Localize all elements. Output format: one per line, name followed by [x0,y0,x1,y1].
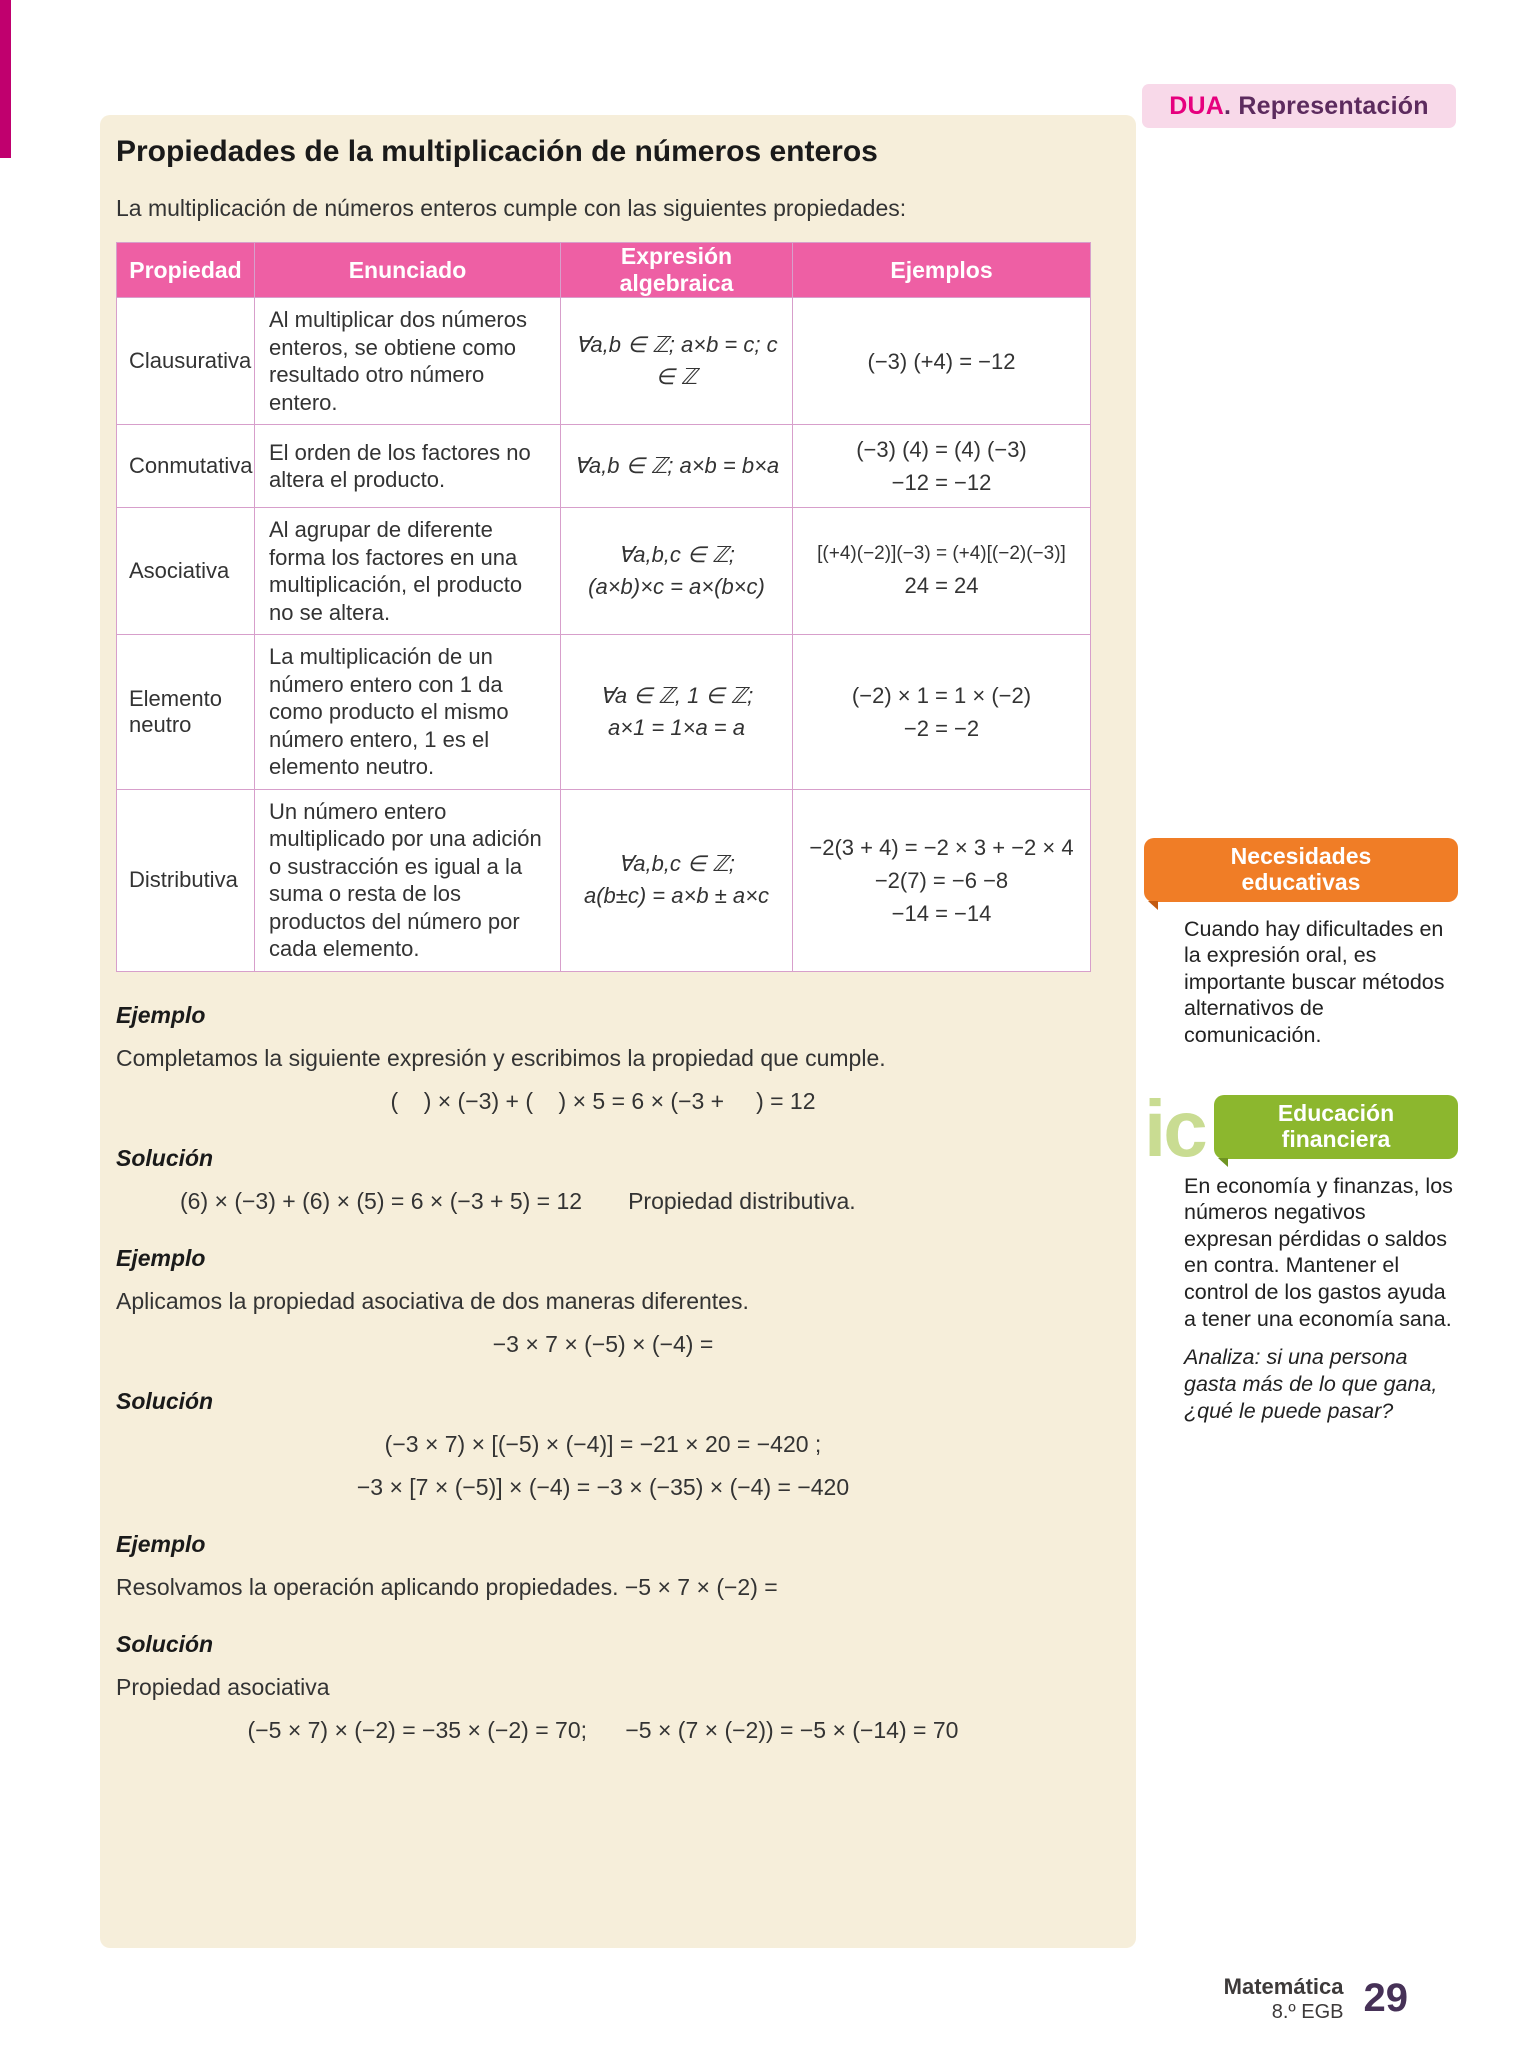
example-prompt: Completamos la siguiente expresión y escribimos la propiedad que cumple. [116,1044,886,1071]
footer-text [1224,1974,1344,2024]
intro-text: La multiplicación de números enteros cumple con las siguientes propiedades: [116,195,907,221]
callout-educacion-financiera [1144,1084,1458,1424]
left-accent-bar [0,0,11,158]
callout-header [1214,1095,1458,1159]
table-row [117,298,1091,425]
math-line: −12 = −12 [891,470,992,495]
cell-ejemplos [793,508,1091,635]
page-number: 29 [1363,1976,1408,2021]
table-row [117,635,1091,790]
solution-line: (−5 × 7) × (−2) = −35 × (−2) = 70; −5 × (7 × (−2)) = −5 × (−14) = 70 [247,1716,959,1743]
example-3 [116,1531,1090,1744]
dua-label: DUA [1169,91,1225,120]
ejemplo-label: Ejemplo [116,1001,206,1028]
cell-propiedad: Conmutativa [117,425,255,508]
ribbon-fold [1148,901,1158,910]
callout-title-line: Educación [1277,1100,1395,1126]
math-line: −2 = −2 [903,715,980,741]
content-panel [100,115,1136,1948]
cell-enunciado: Al agrupar de diferente forma los factores en una multiplicación, el producto no se altera. [255,508,561,635]
cell-enunciado: Al multiplicar dos números enteros, se obtiene como resultado otro número entero. [255,298,561,425]
callout-necesidades-educativas [1144,838,1458,1049]
page-footer [1224,1974,1408,2024]
math-line: ∀a,b,c ∈ ℤ; [618,851,735,877]
footer-subject: Matemática [1223,1973,1344,1999]
math-line: ∀a ∈ ℤ, 1 ∈ ℤ; [599,682,754,708]
solucion-label: Solución [116,1387,214,1414]
math-line: ∀a,b ∈ ℤ; a×b = b×a [573,453,780,479]
solucion-label: Solución [116,1630,214,1657]
table-row [117,508,1091,635]
ejemplo-label: Ejemplo [116,1530,206,1557]
solucion-label: Solución [116,1144,214,1171]
solution-line: (−3 × 7) × [(−5) × (−4)] = −21 × 20 = −420 ; [384,1430,822,1457]
cell-propiedad: Clausurativa [117,298,255,425]
cell-ejemplos [793,298,1091,425]
math-line: ∀a,b,c ∈ ℤ; [618,542,735,568]
solution-note: Propiedad distributiva. [628,1187,856,1214]
col-header-propiedad: Propiedad [117,243,255,298]
table-header-row [117,243,1091,298]
math-line: (−3) (4) = (4) (−3) [856,437,1027,462]
col-header-expresion: Expresión algebraica [561,243,793,298]
col-header-enunciado: Enunciado [255,243,561,298]
cell-propiedad: Distributiva [117,789,255,971]
callout-title-line: Necesidades [1230,843,1372,869]
solution-note: Propiedad asociativa [116,1673,330,1700]
table-row [117,789,1091,971]
page-title: Propiedades de la multiplicación de números enteros [116,135,878,168]
cell-propiedad: Asociativa [117,508,255,635]
cell-ejemplos [793,635,1091,790]
dua-badge [1142,84,1456,128]
math-line: (−2) × 1 = 1 × (−2) [851,682,1032,708]
properties-table [116,242,1091,972]
cell-expresion [561,298,793,425]
example-prompt: Resolvamos la operación aplicando propiedades. −5 × 7 × (−2) = [116,1573,778,1600]
math-line: [(+4)(−2)](−3) = (+4)[(−2)(−3)] [817,543,1066,565]
math-line: −2(3 + 4) = −2 × 3 + −2 × 4 [809,834,1074,860]
col-header-ejemplos: Ejemplos [793,243,1091,298]
solution-line: −3 × [7 × (−5)] × (−4) = −3 × (−35) × (−4) = −420 [356,1473,850,1500]
cell-ejemplos [793,789,1091,971]
example-expression: ( ) × (−3) + ( ) × 5 = 6 × (−3 + ) = 12 [390,1087,816,1114]
math-line: a(b±c) = a×b ± a×c [584,883,769,908]
math-line: −2(7) = −6 −8 [874,867,1009,893]
table-row [117,425,1091,508]
example-prompt: Aplicamos la propiedad asociativa de dos maneras diferentes. [116,1287,749,1314]
cell-expresion [561,635,793,790]
math-line: ∀a,b ∈ ℤ; a×b = c; c ∈ ℤ [575,332,778,389]
callout-body: Cuando hay dificultades en la expresión oral, es importante buscar métodos alternativos de comunicación. [1184,916,1445,1048]
math-line: (a×b)×c = a×(b×c) [588,574,765,599]
footer-grade: 8.º EGB [1271,2001,1344,2023]
cell-propiedad: Elemento neutro [117,635,255,790]
ejemplo-label: Ejemplo [116,1244,206,1271]
cell-enunciado: El orden de los factores no altera el producto. [255,425,561,508]
math-line: −14 = −14 [891,900,992,926]
example-1 [116,1002,1090,1215]
cell-enunciado: La multiplicación de un número entero con 1 da como producto el mismo número entero, 1 es el elemento neutro. [255,635,561,790]
example-solution [116,1188,1090,1215]
math-line: 24 = 24 [904,572,979,598]
cell-ejemplos [793,425,1091,508]
example-expression: −3 × 7 × (−5) × (−4) = [492,1330,714,1357]
ic-logo-icon: ic [1144,1084,1205,1173]
cell-expresion [561,789,793,971]
math-line: (−3) (+4) = −12 [867,348,1016,374]
callout-title-line: educativas [1241,868,1361,895]
example-2 [116,1245,1090,1501]
cell-expresion [561,508,793,635]
callout-question: Analiza: si una persona gasta más de lo que gana, ¿qué le puede pasar? [1184,1345,1438,1423]
callout-body: En economía y finanzas, los números negativos expresan pérdidas o saldos en contra. Mantener el control de los gastos ayuda a tener una economía sana. [1184,1173,1453,1331]
solution-expression: (6) × (−3) + (6) × (5) = 6 × (−3 + 5) = 12 [180,1187,583,1214]
ribbon-fold [1218,1158,1228,1167]
dua-sublabel: . Representación [1224,91,1429,120]
callout-header [1144,838,1458,902]
math-line: a×1 = 1×a = a [607,714,746,740]
cell-enunciado: Un número entero multiplicado por una adición o sustracción es igual a la suma o resta de los productos del número por cada elemento. [255,789,561,971]
cell-expresion [561,425,793,508]
callout-title-line: financiera [1281,1125,1391,1152]
